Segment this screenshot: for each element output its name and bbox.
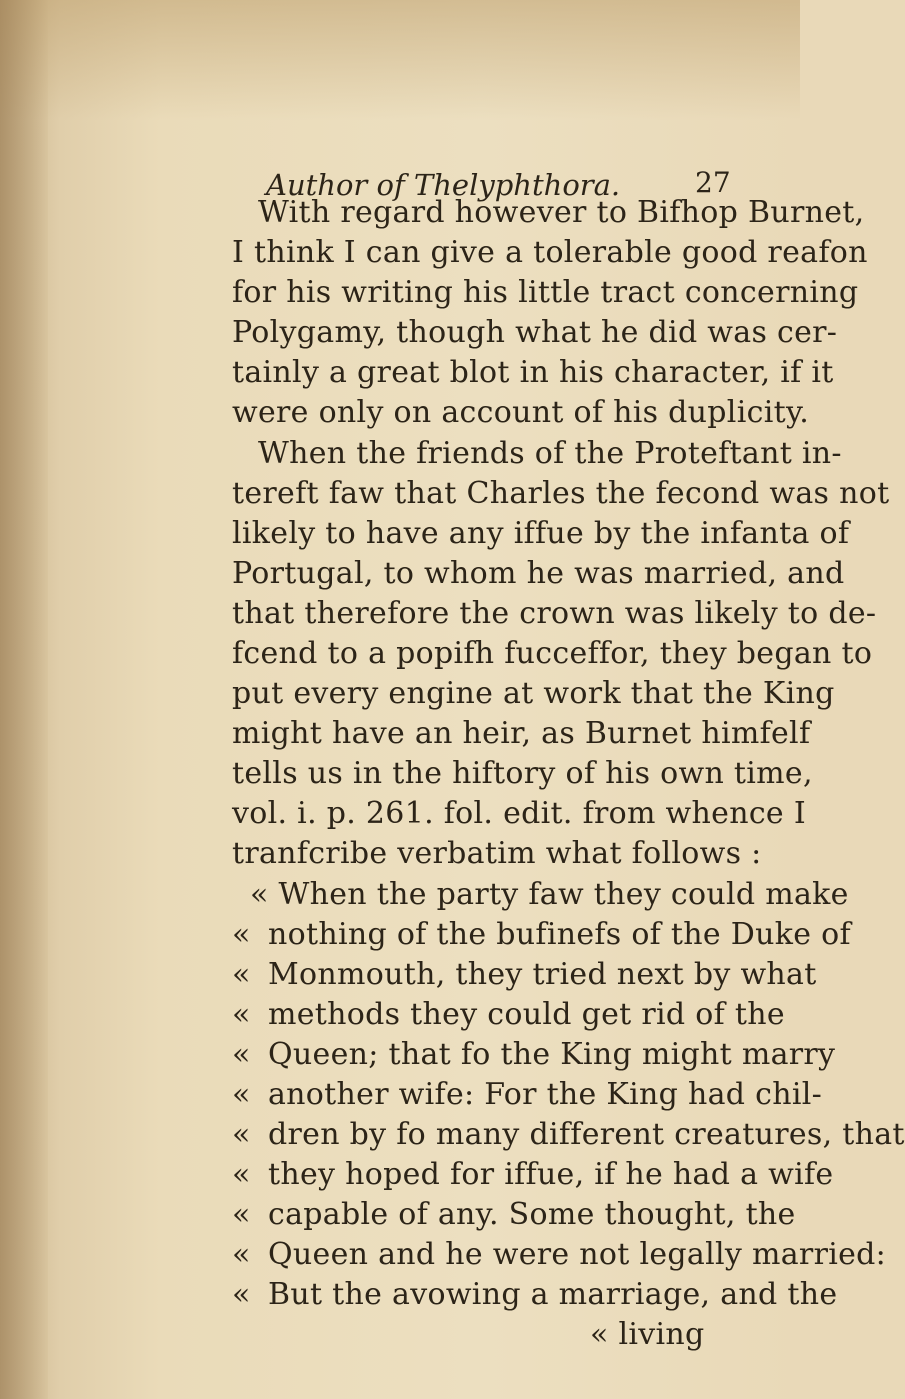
quote-line: « dren by fo many different creatures, that (232, 1117, 905, 1152)
quote-mark: « (232, 957, 251, 992)
quote-mark: « (232, 1237, 251, 1272)
quote-mark: « (232, 997, 251, 1032)
quote-mark: « (232, 917, 251, 952)
text-line: fcend to a popifh fucceffor, they began to (232, 636, 873, 671)
quote-mark: « (232, 1117, 251, 1152)
quote-line: « methods they could get rid of the (232, 997, 785, 1032)
text-line: When the friends of the Proteftant in- (258, 436, 842, 471)
quote-line: « But the avowing a marriage, and the (232, 1277, 838, 1312)
quote-mark: « (232, 1277, 251, 1312)
quote-mark: « (232, 1157, 251, 1192)
text-line: for his writing his little tract concerning (232, 275, 859, 310)
quote-line: « another wife: For the King had chil- (232, 1077, 823, 1112)
text-line: put every engine at work that the King (232, 676, 835, 711)
text-line: Polygamy, though what he did was cer- (232, 315, 838, 350)
quote-line: « Monmouth, they tried next by what (232, 957, 817, 992)
text-line: vol. i. p. 261. fol. edit. from whence I (232, 796, 806, 831)
quote-line: « they hoped for iffue, if he had a wife (232, 1157, 834, 1192)
quote-line: « Queen and he were not legally married: (232, 1237, 887, 1272)
text-line: were only on account of his duplicity. (232, 395, 810, 430)
text-line: With regard however to Bifhop Burnet, (258, 195, 865, 230)
text-line: tainly a great blot in his character, if it (232, 355, 834, 390)
text-line: likely to have any iffue by the infanta of (232, 516, 850, 551)
quote-mark: « (232, 1197, 251, 1232)
text-line: tranfcribe verbatim what follows : (232, 836, 762, 871)
quote-line: « capable of any. Some thought, the (232, 1197, 796, 1232)
text-line: that therefore the crown was likely to de- (232, 596, 877, 631)
running-title: Author of Thelyphthora. (266, 168, 621, 202)
quote-line: « Queen; that fo the King might marry (232, 1037, 836, 1072)
quote-line: « nothing of the bufinefs of the Duke of (232, 917, 851, 952)
text-line: might have an heir, as Burnet himfelf (232, 716, 811, 751)
text-line: tereft faw that Charles the fecond was not (232, 476, 890, 511)
quote-mark: « (232, 1037, 251, 1072)
quote-line: « When the party faw they could make (250, 877, 849, 912)
text-line: I think I can give a tolerable good reafon (232, 235, 868, 270)
text-line: Portugal, to whom he was married, and (232, 556, 845, 591)
quote-mark: « (232, 1077, 251, 1112)
catchword: « living (590, 1317, 705, 1352)
text-line: tells us in the hiftory of his own time, (232, 756, 813, 791)
page-number: 27 (695, 166, 731, 199)
